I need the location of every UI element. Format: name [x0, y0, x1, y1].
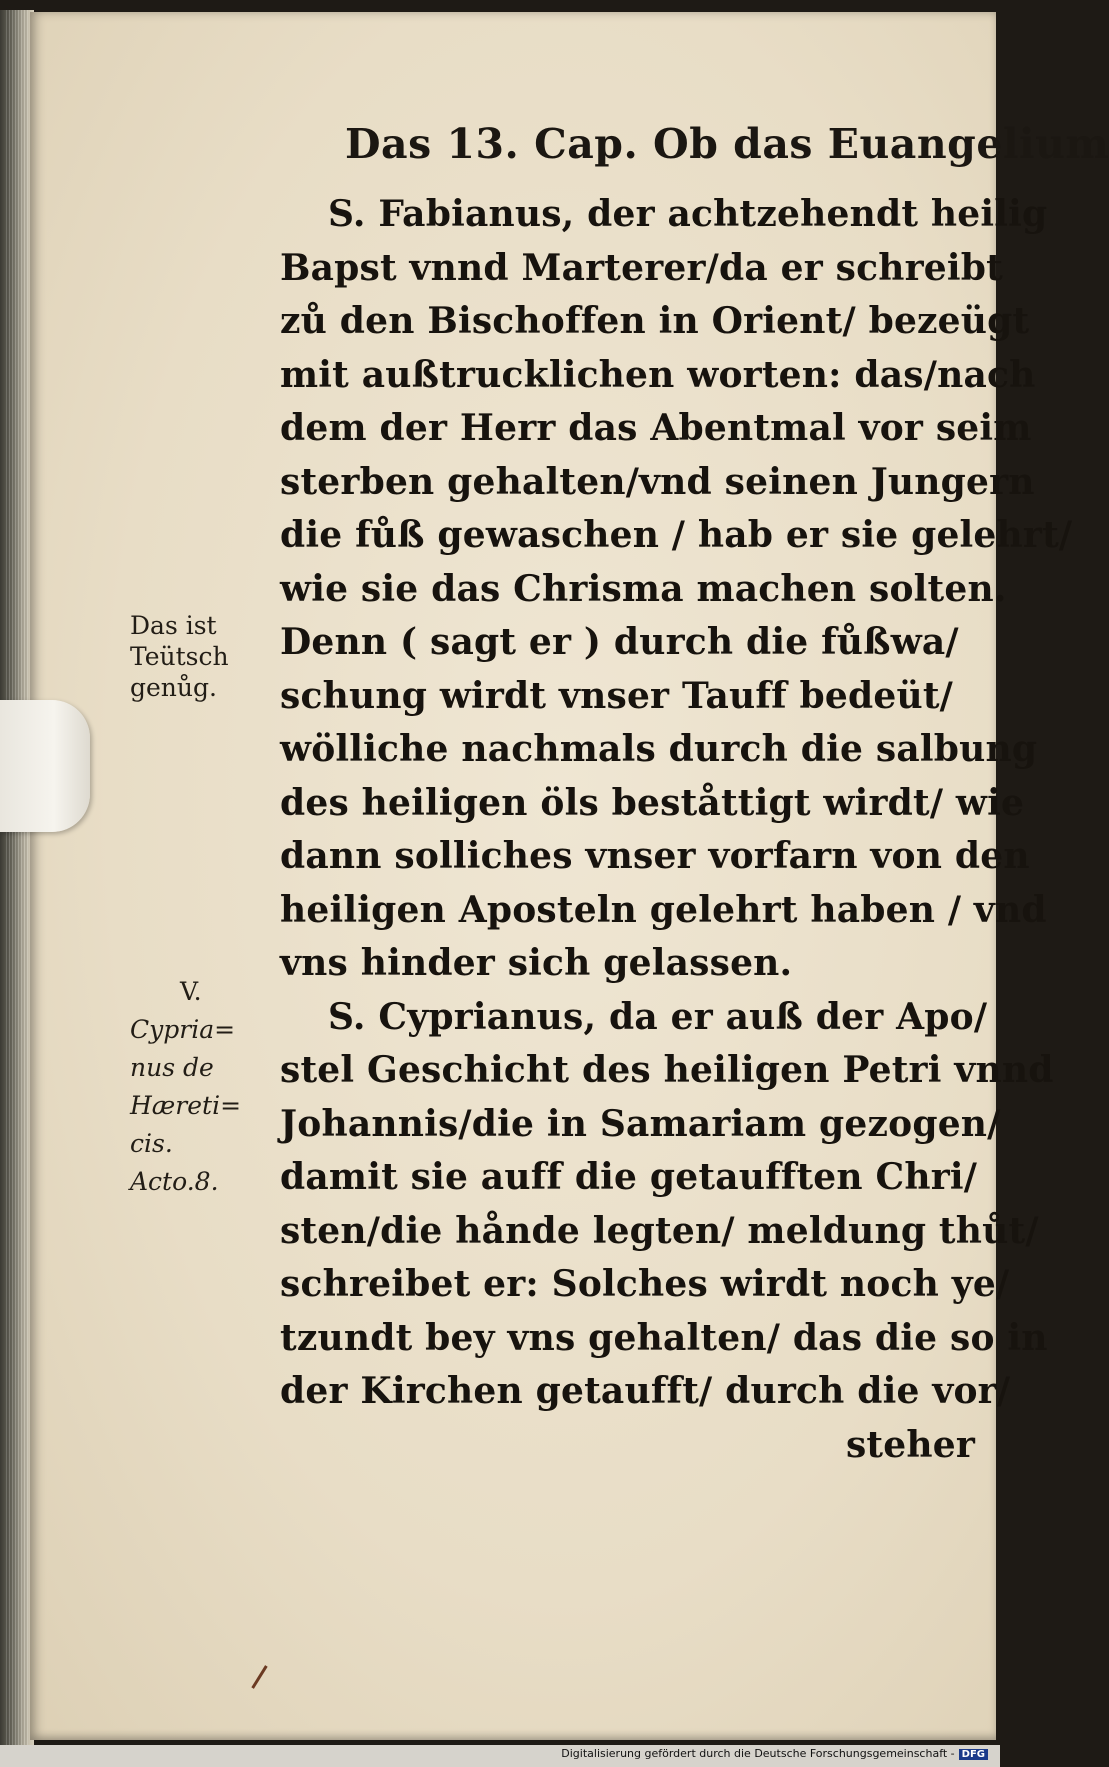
text-line: vns hinder sich gelassen.	[280, 942, 793, 984]
main-text-block	[280, 188, 1073, 1472]
text-line: sten/die hånde legten/ meldung thůt/	[280, 1209, 1039, 1252]
text-line: tzundt bey vns gehalten/ das die so in	[280, 1316, 1048, 1359]
margin-note-line: Cypria=	[130, 1015, 236, 1044]
text-line: schreibet er: Solches wirdt noch ye/	[280, 1263, 1010, 1305]
page-clip	[0, 700, 90, 832]
text-line: S. Cyprianus, da er auß der Apo/	[328, 995, 988, 1038]
text-line: wie sie das Chrisma machen solten.	[280, 567, 1007, 610]
text-line: sterben gehalten/vnd seinen Jungern	[280, 460, 1035, 503]
text-line: heiligen Aposteln gelehrt haben / vnd	[280, 888, 1047, 931]
text-line: schung wirdt vnser Tauff bedeüt/	[280, 674, 953, 717]
margin-note-line: cis.	[130, 1129, 173, 1158]
text-line: damit sie auff die getaufften Chri/	[280, 1156, 978, 1198]
text-line: Johannis/die in Samariam gezogen/	[280, 1102, 1001, 1145]
digitization-credit	[561, 1747, 988, 1760]
text-line: mit außtrucklichen worten: das/nach	[280, 353, 1036, 396]
text-line: stel Geschicht des heiligen Petri vnnd	[280, 1049, 1054, 1091]
text-line: der Kirchen getaufft/ durch die vor/	[280, 1370, 1011, 1412]
margin-note-line: genůg.	[130, 673, 217, 702]
text-line: die fůß gewaschen / hab er sie gelehrt/	[280, 514, 1073, 556]
dfg-logo: DFG	[959, 1749, 988, 1760]
text-line: Bapst vnnd Marterer/da er schreibt	[280, 246, 1003, 289]
margin-note-line: Hæreti=	[130, 1091, 242, 1120]
margin-note-line: Acto.8.	[130, 1167, 219, 1196]
text-line: S. Fabianus, der achtzehendt heilig	[328, 193, 1048, 235]
margin-note-line: Das ist	[130, 611, 217, 640]
margin-note-line: Teütsch	[130, 642, 229, 671]
text-line: des heiligen öls beståttigt wirdt/ wie	[280, 781, 1025, 824]
page-edges-texture	[6, 10, 28, 1745]
text-line: dem der Herr das Abentmal vor seim	[280, 407, 1032, 449]
text-line: zů den Bischoffen in Orient/ bezeügt	[280, 300, 1030, 342]
margin-note-teutsch	[130, 610, 229, 703]
margin-note-cyprianus	[130, 973, 241, 1201]
text-line: dann solliches vnser vorfarn von den	[280, 835, 1030, 877]
margin-note-numeral: V.	[180, 977, 202, 1006]
margin-note-line: nus de	[130, 1053, 214, 1082]
text-line: Denn ( sagt er ) durch die fůßwa/	[280, 621, 959, 663]
catchword: steher	[845, 1423, 975, 1466]
credit-text: Digitalisierung gefördert durch die Deutsche Forschungsgemeinschaft -	[561, 1747, 955, 1760]
running-head: Das 13. Cap. Ob das Euangelium	[345, 120, 1109, 168]
text-line: wölliche nachmals durch die salbung	[280, 728, 1038, 770]
